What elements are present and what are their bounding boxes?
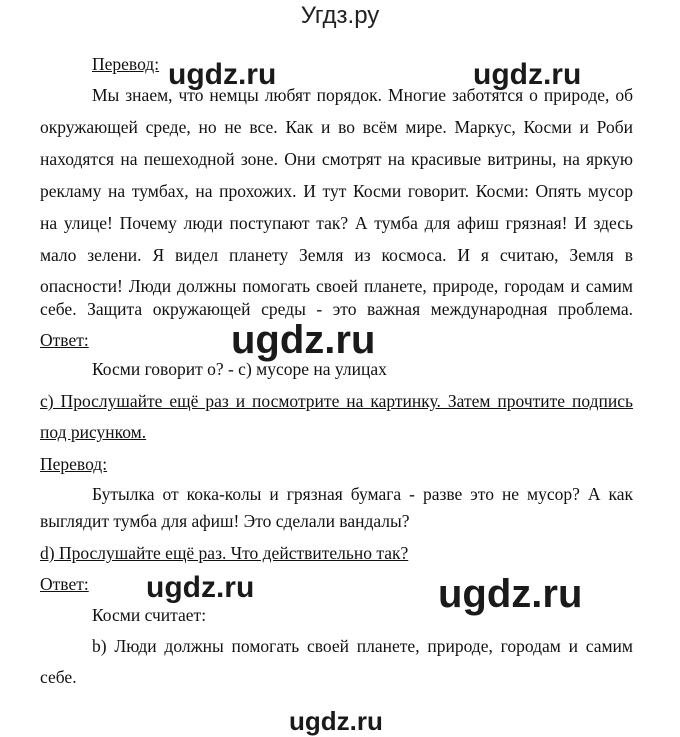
site-title: Угдз.ру	[300, 2, 380, 29]
watermark: ugdz.ru	[289, 706, 383, 736]
answer-text: Косми говорит о? - с) мусоре на улицах	[92, 359, 387, 379]
watermark: ugdz.ru	[231, 318, 376, 362]
task-c-line: под рисунком.	[40, 422, 147, 442]
paragraph-line: Бутылка от кока-колы и грязная бумага - разве это не мусор? А как	[92, 484, 633, 504]
paragraph-line: выглядит тумба для афиш! Это сделали вандалы?	[40, 511, 410, 531]
watermark: ugdz.ru	[146, 571, 255, 604]
translation-label: Перевод:	[92, 54, 160, 74]
answer-line: себе.	[40, 667, 77, 687]
task-d-line: d) Прослушайте ещё раз. Что действительно так?	[40, 543, 409, 563]
answer-line: b) Люди должны помогать своей планете, природе, городам и самим	[92, 636, 633, 656]
paragraph-line: находятся на пешеходной зоне. Они смотрят на красивые витрины, на яркую	[40, 149, 633, 169]
watermark: ugdz.ru	[168, 58, 277, 91]
paragraph-line: себе. Защита окружающей среды - это важная международная проблема.	[40, 299, 633, 319]
paragraph-line: рекламу на тумбах, на прохожих. И тут Косми говорит. Косми: Опять мусор	[40, 181, 633, 201]
translation-label: Перевод:	[40, 454, 108, 474]
answer-label: Ответ:	[40, 574, 89, 594]
paragraph-line: окружающей среде, но не все. Как и во всём мире. Маркус, Косми и Роби	[40, 117, 633, 137]
paragraph-line: на улице! Почему люди поступают так? А тумба для афиш грязная! И здесь	[40, 213, 633, 233]
answer-label: Ответ:	[40, 330, 89, 350]
paragraph-line: мало зелени. Я видел планету Земля из космоса. И я считаю, Земля в	[40, 245, 633, 265]
answer-intro: Косми считает:	[92, 605, 207, 625]
paragraph-line: опасности! Люди должны помогать своей планете, природе, городам и самим	[40, 276, 633, 296]
task-c-line: с) Прослушайте ещё раз и посмотрите на картинку. Затем прочтите подпись	[40, 391, 633, 411]
paragraph-line: Мы знаем, что немцы любят порядок. Многие заботятся о природе, об	[92, 85, 633, 105]
watermark: ugdz.ru	[473, 58, 582, 91]
watermark: ugdz.ru	[438, 572, 583, 616]
